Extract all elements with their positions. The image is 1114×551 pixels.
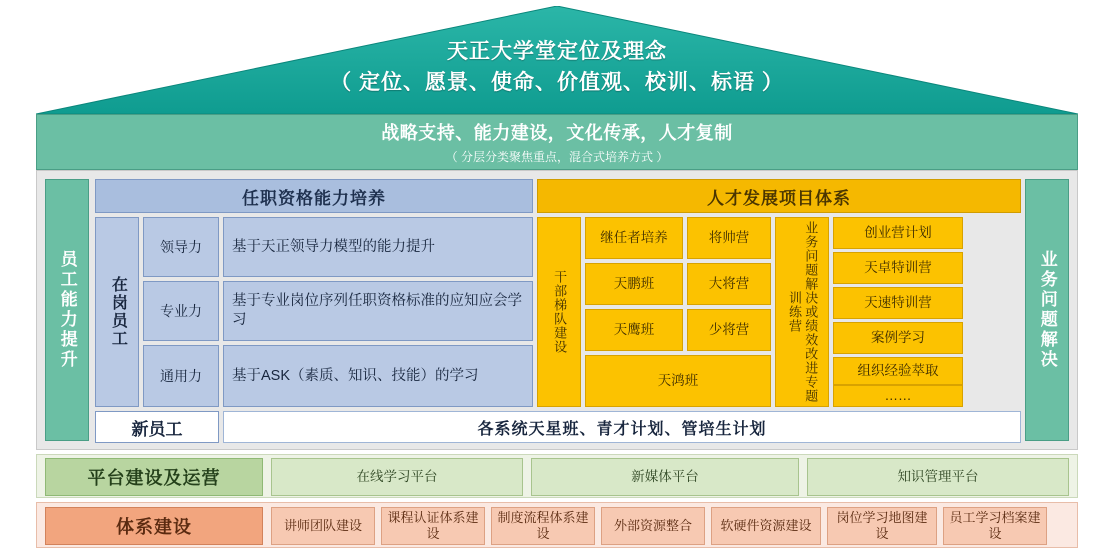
platform-item-0: 在线学习平台 — [271, 458, 523, 496]
pillar-business-problem: 业务问题解决 — [1025, 179, 1069, 441]
talent-item-c1: 天卓特训营 — [833, 252, 963, 284]
talent-item-c4: 组织经验萃取 — [833, 357, 963, 385]
system-band — [36, 502, 1078, 548]
capability-name-0: 领导力 — [143, 217, 219, 277]
system-item-4: 软硬件资源建设 — [711, 507, 821, 545]
capability-name-1: 专业力 — [143, 281, 219, 341]
system-item-2: 制度流程体系建设 — [491, 507, 595, 545]
capability-desc-0: 基于天正领导力模型的能力提升 — [223, 217, 533, 277]
new-employee-programs: 各系统天星班、青才计划、管培生计划 — [223, 411, 1021, 443]
capability-desc-1: 基于专业岗位序列任职资格标准的应知应会学习 — [223, 281, 533, 341]
talent-item-a1: 天鹏班 — [585, 263, 683, 305]
roof-section — [36, 6, 1078, 116]
talent-title: 人才发展项目体系 — [537, 179, 1021, 213]
system-label: 体系建设 — [45, 507, 263, 545]
system-item-1: 课程认证体系建设 — [381, 507, 485, 545]
system-item-5: 岗位学习地图建设 — [827, 507, 937, 545]
talent-item-tianhong: 天鸿班 — [585, 355, 771, 407]
qualification-title: 任职资格能力培养 — [95, 179, 533, 213]
platform-item-2: 知识管理平台 — [807, 458, 1069, 496]
strategy-banner — [36, 114, 1078, 170]
capability-desc-2: 基于ASK（素质、知识、技能）的学习 — [223, 345, 533, 407]
talent-item-c2: 天速特训营 — [833, 287, 963, 319]
cadre-echelon-label: 干部梯队建设 — [537, 217, 581, 407]
talent-item-b1: 大将营 — [687, 263, 771, 305]
banner-main-text: 战略支持、能力建设，文化传承，人才复制 — [381, 123, 733, 143]
talent-item-a2: 天鹰班 — [585, 309, 683, 351]
system-item-0: 讲师团队建设 — [271, 507, 375, 545]
platform-item-1: 新媒体平台 — [531, 458, 799, 496]
system-item-3: 外部资源整合 — [601, 507, 705, 545]
body-panel — [36, 170, 1078, 450]
talent-item-b2: 少将营 — [687, 309, 771, 351]
system-item-6: 员工学习档案建设 — [943, 507, 1047, 545]
platform-band — [36, 454, 1078, 498]
new-employee-label: 新员工 — [95, 411, 219, 443]
platform-label: 平台建设及运营 — [45, 458, 263, 496]
talent-item-a0: 继任者培养 — [585, 217, 683, 259]
banner-sub-text: （ 分层分类聚焦重点，混合式培养方式 ） — [445, 150, 669, 164]
onjob-employee-label: 在岗员工 — [95, 217, 139, 407]
talent-item-b0: 将帅营 — [687, 217, 771, 259]
pillar-employee-capability: 员工能力提升 — [45, 179, 89, 441]
roof-title-line1: 天正大学堂定位及理念 — [447, 40, 667, 63]
roof-title-line2: （ 定位、愿景、使命、价值观、校训、标语 ） — [330, 71, 784, 94]
roof-title — [36, 36, 1078, 98]
business-training-label: 业务问题解决或绩效改进专题训练营 — [775, 217, 829, 407]
capability-name-2: 通用力 — [143, 345, 219, 407]
talent-item-c3: 案例学习 — [833, 322, 963, 354]
talent-item-c0: 创业营计划 — [833, 217, 963, 249]
talent-item-c5: …… — [833, 385, 963, 407]
